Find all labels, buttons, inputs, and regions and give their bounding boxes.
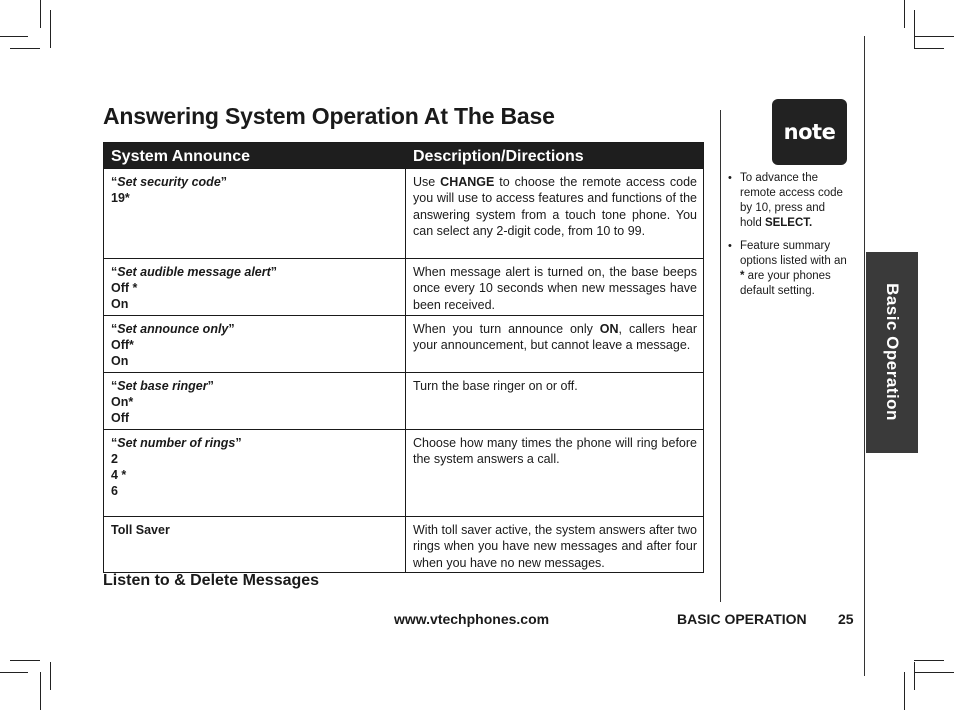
crop-mark bbox=[0, 672, 28, 673]
note-item bbox=[728, 171, 848, 231]
description-cell: Turn the base ringer on or off. bbox=[413, 379, 578, 393]
option-value: Off bbox=[111, 411, 130, 425]
option-value: 19* bbox=[111, 191, 130, 205]
bullet-icon: • bbox=[728, 240, 732, 252]
crop-mark bbox=[50, 662, 51, 690]
crop-mark bbox=[40, 672, 41, 710]
announce-name: “Set announce only” bbox=[111, 322, 235, 336]
crop-mark bbox=[914, 48, 944, 49]
crop-mark bbox=[914, 660, 944, 661]
option-value: 4 * bbox=[111, 468, 127, 482]
note-list bbox=[728, 171, 848, 307]
option-value: On bbox=[111, 297, 129, 311]
margin-divider bbox=[864, 36, 865, 676]
footer-url: www.vtechphones.com bbox=[394, 611, 550, 627]
option-value: On* bbox=[111, 395, 134, 409]
section-subheading: Listen to & Delete Messages bbox=[103, 572, 320, 589]
table-row bbox=[104, 372, 703, 429]
announce-name: “Set number of rings” bbox=[111, 436, 242, 450]
page-number: 25 bbox=[838, 611, 854, 627]
table-header bbox=[104, 143, 703, 168]
description-cell: Choose how many times the phone will ring before the system answers a call. bbox=[413, 436, 697, 467]
footer-section-name: BASIC OPERATION bbox=[677, 611, 807, 627]
note-text: To advance the remote access code by 10, press and hold SELECT. bbox=[740, 172, 843, 229]
side-tab-label: Basic Operation bbox=[883, 283, 902, 421]
announce-name: Toll Saver bbox=[111, 523, 170, 537]
announce-cell bbox=[104, 316, 406, 372]
table-row bbox=[104, 516, 703, 572]
column-header-description: Description/Directions bbox=[413, 148, 584, 165]
option-value: 2 bbox=[111, 452, 118, 466]
crop-mark bbox=[10, 660, 40, 661]
note-badge-label: note bbox=[783, 120, 836, 144]
bullet-icon: • bbox=[728, 172, 732, 184]
crop-mark bbox=[0, 36, 28, 37]
crop-mark bbox=[904, 672, 905, 710]
description-cell: With toll saver active, the system answers after two rings when you have new messages and after four when you have no new messages. bbox=[413, 523, 697, 570]
description-cell: When message alert is turned on, the base beeps once every 10 seconds when new messages have been received. bbox=[413, 265, 697, 312]
crop-mark bbox=[904, 0, 905, 28]
description-cell: When you turn announce only ON, callers hear your announcement, but cannot leave a message. bbox=[413, 322, 697, 353]
crop-mark bbox=[914, 662, 915, 690]
feature-table bbox=[103, 142, 704, 573]
table-row bbox=[104, 315, 703, 372]
note-item bbox=[728, 239, 848, 299]
option-value: Off * bbox=[111, 281, 138, 295]
crop-mark bbox=[50, 10, 51, 48]
page-title: Answering System Operation At The Base bbox=[103, 103, 555, 129]
announce-cell bbox=[104, 517, 406, 572]
section-side-tab bbox=[866, 252, 918, 453]
crop-mark bbox=[40, 0, 41, 28]
crop-mark bbox=[914, 10, 915, 48]
table-row bbox=[104, 258, 703, 315]
announce-cell bbox=[104, 259, 406, 315]
option-value: 6 bbox=[111, 484, 118, 498]
announce-name: “Set security code” bbox=[111, 175, 228, 189]
announce-name: “Set audible message alert” bbox=[111, 265, 278, 279]
crop-mark bbox=[10, 48, 40, 49]
option-value: On bbox=[111, 354, 129, 368]
announce-cell bbox=[104, 430, 406, 516]
announce-cell bbox=[104, 373, 406, 429]
crop-mark bbox=[914, 672, 954, 673]
description-cell: Use CHANGE to choose the remote access code you will use to access features and functions of the answering system from a touch tone phone. You can select any 2-digit code, from 10 to 99. bbox=[413, 175, 697, 238]
announce-cell bbox=[104, 169, 406, 258]
crop-mark bbox=[914, 36, 954, 37]
note-text: Feature summary options listed with an * are your phones default setting. bbox=[740, 240, 847, 297]
announce-name: “Set base ringer” bbox=[111, 379, 214, 393]
table-row bbox=[104, 429, 703, 516]
note-icon bbox=[772, 99, 847, 165]
column-header-announce: System Announce bbox=[111, 148, 250, 165]
option-value: Off* bbox=[111, 338, 134, 352]
column-divider bbox=[720, 110, 721, 602]
table-row bbox=[104, 168, 703, 258]
